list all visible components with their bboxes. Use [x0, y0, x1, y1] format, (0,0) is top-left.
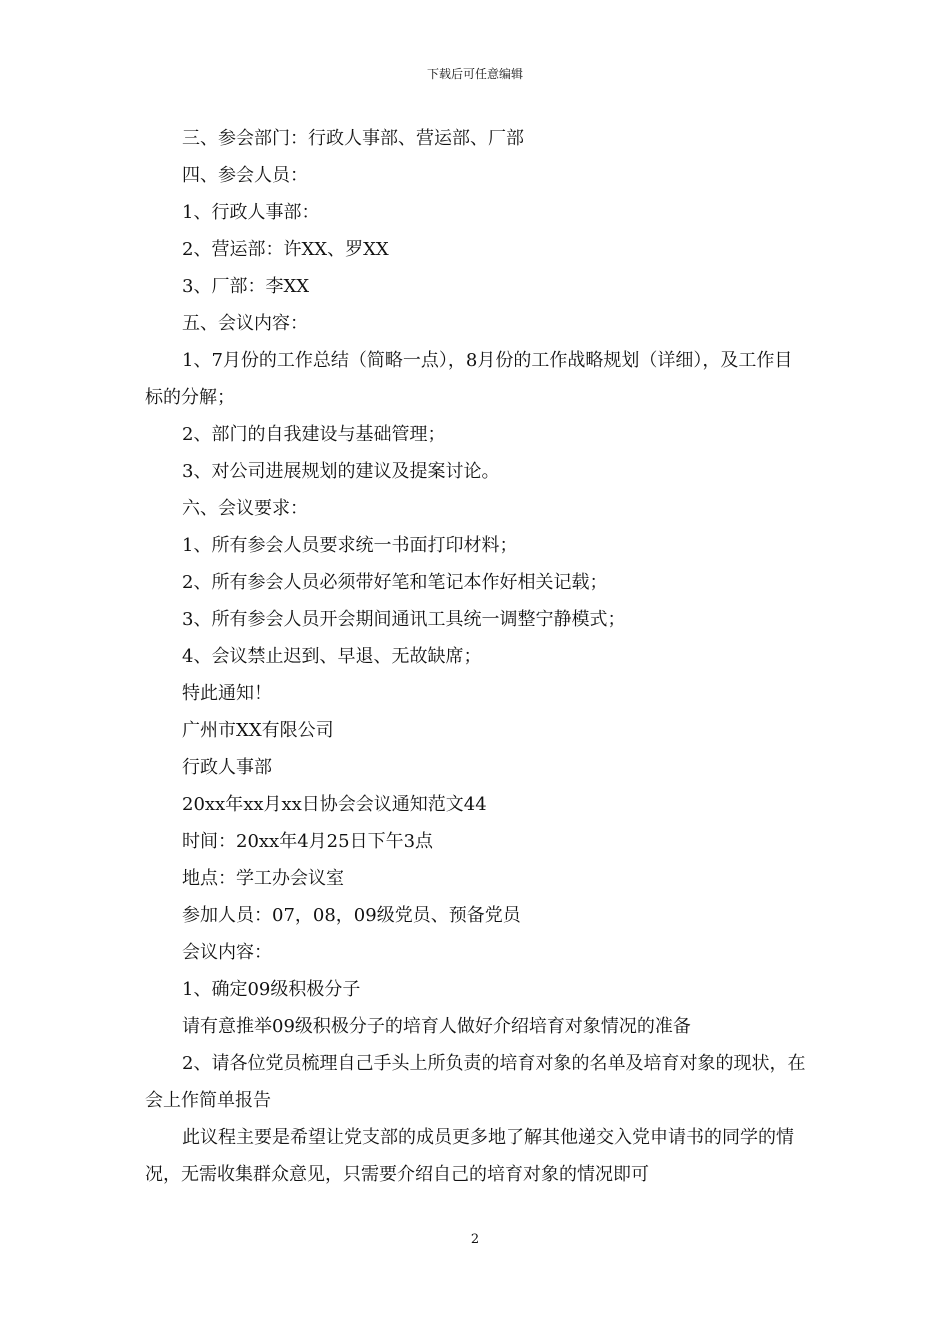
paragraph: 2、所有参会人员必须带好笔和笔记本作好相关记载；	[182, 572, 608, 593]
paragraph: 此议程主要是希望让党支部的成员更多地了解其他递交入党申请书的同学的情况，无需收集群众意见，只需要介绍自己的培育对象的情况即可	[145, 1127, 794, 1185]
paragraph: 4、会议禁止迟到、早退、无故缺席；	[182, 646, 482, 667]
paragraph: 3、所有参会人员开会期间通讯工具统一调整宁静模式；	[182, 609, 626, 630]
paragraph: 3、厂部：李XX	[182, 276, 310, 297]
paragraph: 会议内容：	[182, 942, 272, 963]
paragraph: 地点：学工办会议室	[182, 868, 344, 889]
paragraph: 广州市XX有限公司	[182, 720, 334, 741]
paragraph: 2、营运部：许XX、罗XX	[182, 239, 389, 260]
page-number: 2	[470, 1232, 480, 1247]
paragraph: 1、所有参会人员要求统一书面打印材料；	[182, 535, 518, 556]
paragraph: 时间：20xx年4月25日下午3点	[182, 831, 434, 852]
paragraph: 1、7月份的工作总结（简略一点），8月份的工作战略规划（详细），及工作目标的分解；	[145, 350, 793, 408]
page-header: 下载后可任意编辑	[426, 67, 523, 81]
paragraph: 20xx年xx月xx日协会会议通知范文44	[182, 794, 487, 815]
paragraph: 行政人事部	[182, 757, 272, 778]
paragraph: 六、会议要求：	[182, 498, 308, 519]
paragraph: 2、请各位党员梳理自己手头上所负责的培育对象的名单及培育对象的现状，在会上作简单报告	[145, 1053, 806, 1111]
paragraph: 参加人员：07，08，09级党员、预备党员	[182, 905, 521, 926]
paragraph: 请有意推举09级积极分子的培育人做好介绍培育对象情况的准备	[182, 1016, 691, 1037]
document-body	[145, 120, 810, 1193]
paragraph: 1、确定09级积极分子	[182, 979, 361, 1000]
paragraph: 三、参会部门：行政人事部、营运部、厂部	[182, 128, 524, 149]
paragraph: 1、行政人事部：	[182, 202, 320, 223]
paragraph: 特此通知！	[182, 683, 272, 704]
paragraph: 2、部门的自我建设与基础管理；	[182, 424, 446, 445]
paragraph: 3、对公司进展规划的建议及提案讨论。	[182, 461, 500, 482]
paragraph: 五、会议内容：	[182, 313, 308, 334]
paragraph: 四、参会人员：	[182, 165, 308, 186]
